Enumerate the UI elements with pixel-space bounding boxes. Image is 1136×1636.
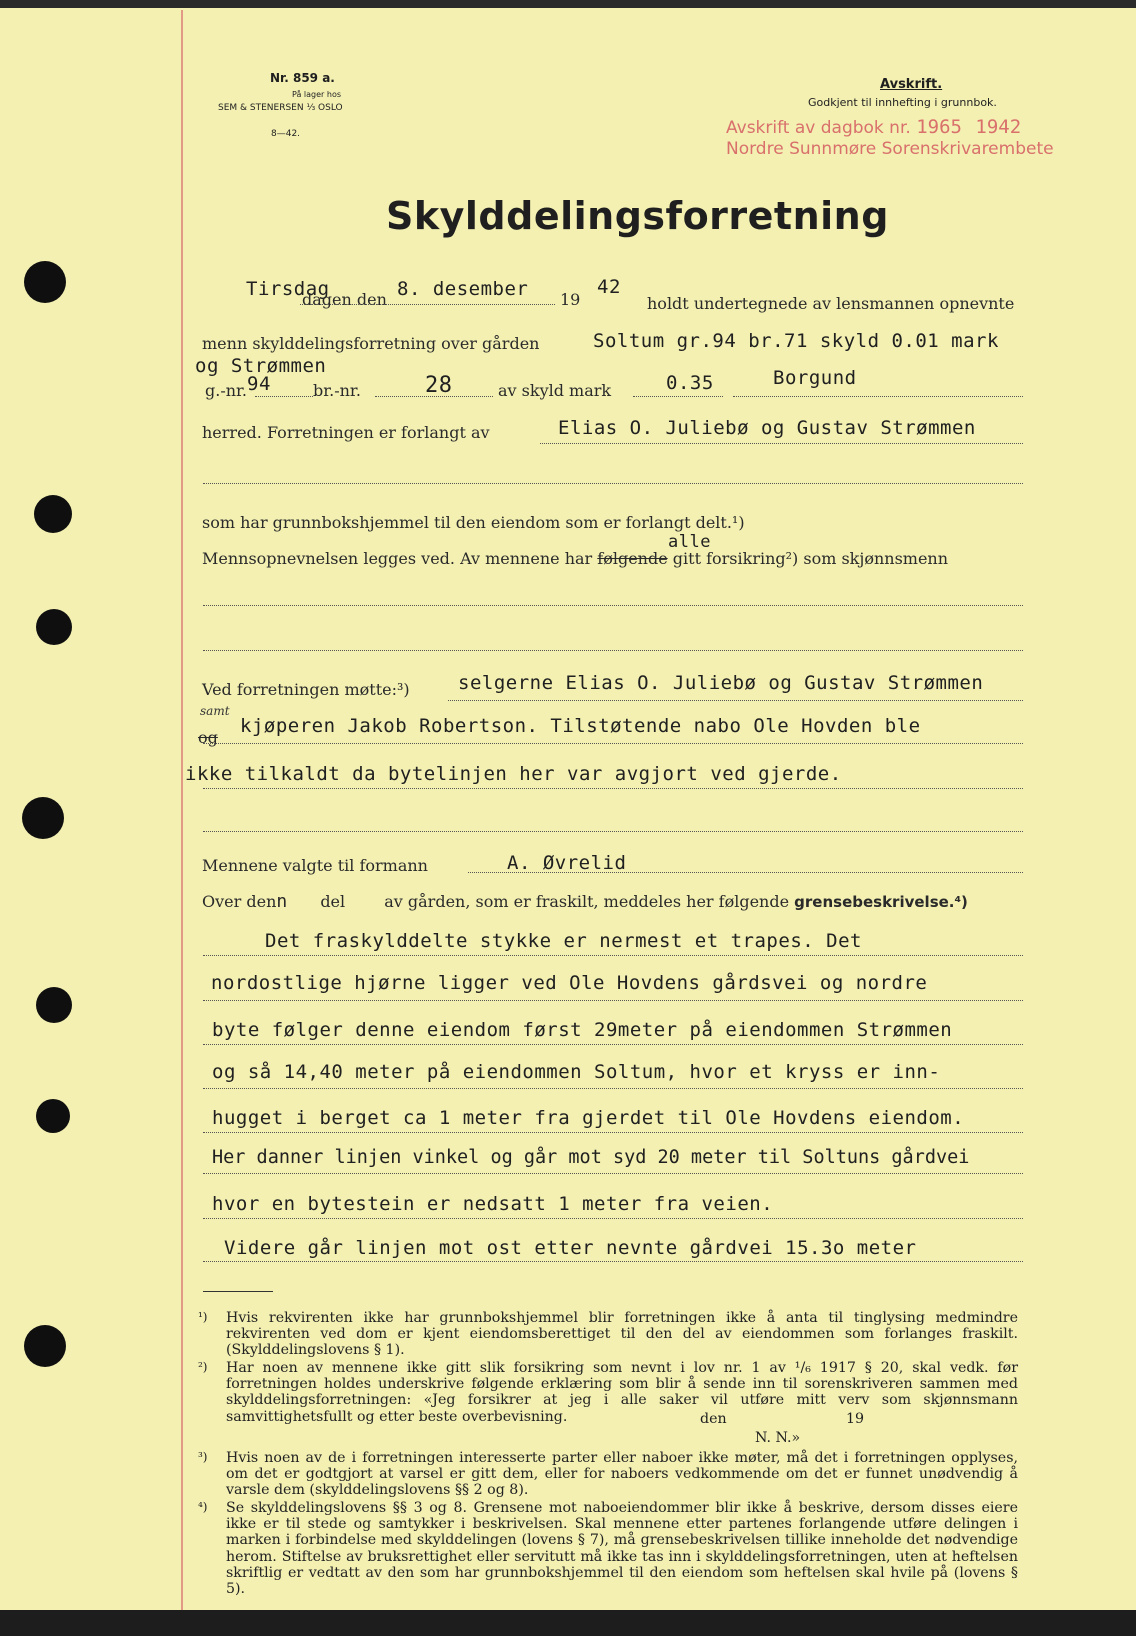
skyld-value: 0.35 (666, 372, 714, 394)
printed-text: som har grunnbokshjemmel til den eiendom som er forlangt delt.¹) (202, 513, 745, 532)
printer-line: På lager hos (292, 90, 341, 99)
margin-line (181, 10, 183, 1610)
footnote-text: Se skylddelingslovens §§ 3 og 8. Grensene mot naboeiendommer blir ikke å beskrive, dersom disses eiere ikke er til stede og samtykker i beskrivelsen. Skal mennene etter partenes forlangende utføre delingen i marken i forbindelse med skylddelingen (lovens § 7), må grensebeskrivelsen tillike inneholde det nødvendige herom. Stiftelse av bruksrettighet eller servitutt må ikke tas inn i skylddelingsforretningen, uten at heftelsen skriftlig er vedtatt av den som har grunnbokshjemmel til den eiendom som heftelsen skal hvile på (lovens § 5). (226, 1500, 1018, 1598)
farm-name: Soltum gr.94 br.71 skyld 0.01 mark (593, 330, 999, 352)
stamp-office: Nordre Sunnmøre Sorenskrivarembete (726, 139, 1054, 159)
footnote-text: Hvis noen av de i forretningen interesserte parter eller naboer ikke møter, må det i forretningen opplyses, om det er godtgjort at varsel er gitt dem, eller for naboers vedkommende om det er funnet unødvendig å varsle dem (skylddelingslovens §§ 2 og 8). (226, 1450, 1018, 1499)
punch-hole (34, 495, 72, 533)
stamp-number: 1965 (916, 116, 962, 138)
footnote-text: Hvis rekvirenten ikke har grunnbokshjemmel blir forretningen ikke å anta til tinglysing medmindre rekvirenten ved dom er kjent eiendomsberettiget til den del av eiendommen som forlanges fraskilt. (Skylddelingslovens § 1). (226, 1310, 1018, 1359)
footnote-rule (203, 1291, 273, 1292)
printed-text-part: Mennsopnevnelsen legges ved. Av mennene har (202, 549, 593, 568)
date: 8. desember (397, 278, 529, 300)
brnr-value: 28 (425, 373, 453, 398)
handwritten-letter: n (276, 891, 288, 912)
printer-line: SEM & STENERSEN ⅓ OSLO (218, 103, 343, 113)
attendance-label: Ved forretningen møtte:³) (202, 680, 410, 699)
printed-text: holdt undertegnede av lensmannen opnevnte (647, 294, 1015, 313)
punch-hole (36, 609, 72, 645)
printed-text: dagen den (302, 290, 387, 309)
description-line: hugget i berget ca 1 meter fra gjerdet til Ole Hovdens eiendom. (212, 1107, 965, 1129)
inserted-word: alle (668, 532, 711, 552)
attendance-line: kjøperen Jakob Robertson. Tilstøtende nabo Ole Hovden ble (240, 715, 921, 737)
approved-text: Godkjent til innhefting i grunnbok. (808, 96, 997, 109)
description-line: hvor en bytestein er nedsatt 1 meter fra veien. (212, 1193, 774, 1215)
gnr-value: 94 (247, 373, 271, 395)
municipality: Borgund (773, 367, 857, 389)
printed-text: herred. Forretningen er forlangt av (202, 423, 490, 442)
footnote-number: ¹) (198, 1310, 208, 1324)
printer-date: 8—42. (271, 129, 301, 139)
description-line: byte følger denne eiendom først 29meter på eiendommen Strømmen (212, 1019, 953, 1041)
page-title: Skylddelingsforretning (386, 194, 889, 238)
footnote-year: 19 (846, 1411, 865, 1427)
punch-hole (24, 261, 66, 303)
printed-text-part: gitt forsikring²) som skjønnsmenn (672, 549, 949, 568)
form-number: Nr. 859 a. (270, 71, 335, 85)
printed-text (202, 549, 948, 568)
footnote-text: Har noen av mennene ikke gitt slik forsikring som nevnt i lov nr. 1 av ¹/₆ 1917 § 20, skal vedk. før forretningen holdes underskrive følgende erklæring som blir å sende inn til sorenskriveren sammen med skylddelingsforretningen: «Jeg forsikrer at jeg i alle saker vil utføre mitt verv som skjønnsmann samvittighetsfullt og etter beste overbevisning. (226, 1360, 1018, 1425)
weekday: Tirsdag (246, 278, 330, 300)
scan-edge-top (0, 0, 1136, 8)
attendance-line: ikke tilkaldt da bytelinjen her var avgjort ved gjerde. (185, 763, 842, 785)
skyld-label: av skyld mark (498, 381, 612, 400)
copy-label: Avskrift. (880, 77, 943, 92)
punch-hole (36, 1099, 70, 1133)
footnote-number: ²) (198, 1360, 208, 1374)
year-suffix: 42 (597, 276, 621, 298)
stamp-text: Avskrift av dagbok nr. (726, 118, 911, 138)
requesters: Elias O. Juliebø og Gustav Strømmen (558, 417, 976, 439)
description-line: og så 14,40 meter på eiendommen Soltum, hvor et kryss er inn- (212, 1061, 941, 1083)
punch-hole (24, 1325, 66, 1367)
boundary-heading: grensebeskrivelse.⁴) (794, 893, 968, 911)
footnote-number: ⁴) (198, 1500, 208, 1514)
footnote-signature: N. N.» (755, 1430, 801, 1446)
stamp-line (726, 116, 1021, 138)
farm-name-cont: og Strømmen (195, 355, 327, 377)
punch-hole (36, 987, 72, 1023)
description-line: Her danner linjen vinkel og går mot syd 20 meter til Soltuns gårdvei (212, 1147, 970, 1168)
printed-text-part: del (320, 892, 346, 911)
stamp-year: 1942 (975, 116, 1022, 138)
description-line: Det fraskylddelte stykke er nermest et trapes. Det (265, 930, 862, 952)
struck-word: og (198, 728, 218, 747)
brnr-label: br.-nr. (313, 381, 361, 400)
printed-text: menn skylddelingsforretning over gården (202, 334, 540, 353)
year-prefix: 19 (560, 290, 581, 309)
printed-text-part: av gården, som er fraskilt, meddeles her følgende (384, 892, 790, 911)
printed-text-part: Over den (202, 892, 277, 911)
chair-label: Mennene valgte til formann (202, 856, 428, 875)
footnote-number: ³) (198, 1450, 208, 1464)
gnr-label: g.-nr. (205, 381, 248, 400)
inserted-word: samt (200, 704, 230, 718)
description-line: Videre går linjen mot ost etter nevnte gårdvei 15.3o meter (224, 1237, 917, 1259)
chair-name: A. Øvrelid (507, 852, 627, 874)
attendance-line: selgerne Elias O. Juliebø og Gustav Strømmen (458, 672, 984, 694)
scan-edge-bottom (0, 1610, 1136, 1636)
struck-word: følgende (597, 549, 668, 568)
description-line: nordostlige hjørne ligger ved Ole Hovdens gårdsvei og nordre (211, 972, 928, 994)
footnote-den: den (700, 1411, 727, 1427)
description-intro (202, 891, 968, 912)
punch-hole (22, 797, 64, 839)
